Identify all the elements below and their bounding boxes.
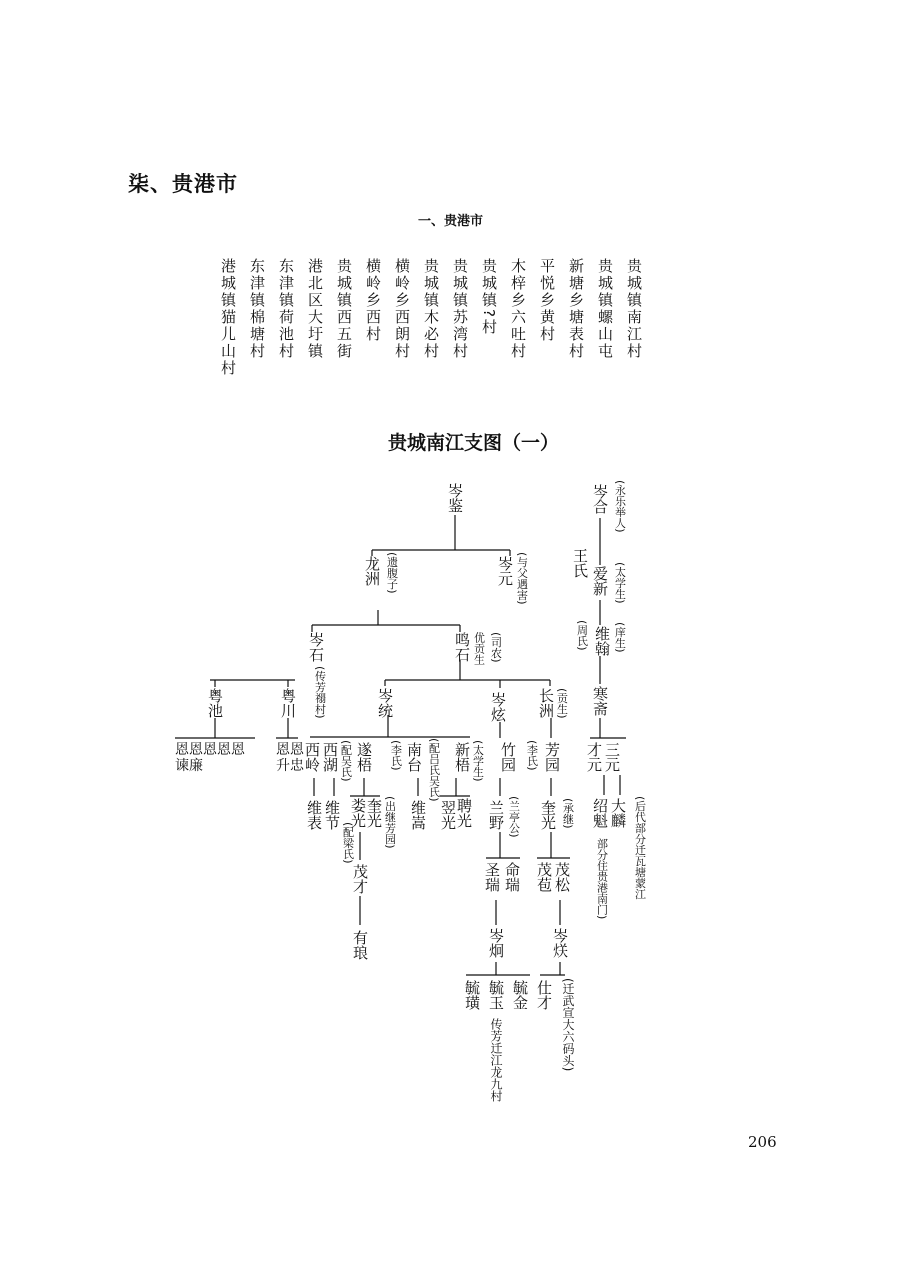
tree-note: (周氏): [575, 620, 589, 651]
tree-note: (迁武宣大六码头): [561, 978, 575, 1072]
tree-node: 恩恩恩恩恩: [175, 742, 245, 758]
tree-node: 王氏: [571, 548, 589, 578]
tree-note: (配梁氏): [341, 822, 355, 864]
village-item: 新塘乡塘表村: [567, 258, 585, 360]
tree-note: (李氏): [389, 740, 403, 771]
tree-node: 有琅: [351, 930, 369, 960]
tree-note: (贡生): [555, 688, 569, 719]
tree-node: 奎光: [539, 800, 557, 830]
tree-node: 奎光: [365, 798, 383, 828]
tree-node: 茂松: [553, 862, 571, 892]
tree-node: 毓璜: [463, 980, 481, 1010]
tree-node: 娄光: [349, 798, 367, 828]
tree-note: (出继芳园): [383, 796, 397, 849]
village-item: 贵城镇螺山屯: [596, 258, 614, 360]
tree-node: 翌光: [439, 800, 457, 830]
tree-node: 茂才: [351, 864, 369, 894]
tree-note: (承继): [561, 798, 575, 829]
tree-node: 大麟: [609, 798, 627, 828]
tree-node: 遂梧: [355, 742, 373, 772]
tree-node: 恩恩: [276, 742, 304, 758]
village-item: 平悦乡黄村: [538, 258, 556, 343]
village-item: 贵城镇木必村: [422, 258, 440, 360]
tree-horizontal-labels: [175, 742, 305, 774]
village-item: 贵城镇南江村: [625, 258, 643, 360]
tree-node: 鸣石: [453, 632, 471, 662]
tree-node: 寒斋: [591, 686, 609, 716]
tree-note: 传芳迁江龙九村: [489, 1018, 503, 1102]
tree-note: (庠生): [613, 622, 627, 653]
tree-node: 兰野: [487, 800, 505, 830]
tree-node: 绍魁: [591, 798, 609, 828]
tree-node: 维表: [305, 800, 323, 830]
village-item: 贵城镇西五街: [335, 258, 353, 360]
tree-node: 竹园: [499, 742, 517, 772]
tree-node: 毓玉: [487, 980, 505, 1010]
village-item: 木梓乡六吐村: [509, 258, 527, 360]
tree-node: 岑鉴: [446, 483, 464, 513]
tree-note: (传芳禤村): [313, 666, 327, 719]
tree-node: 爱新: [591, 566, 609, 596]
tree-note: (遗腹子): [385, 552, 399, 594]
tree-node: 命瑞: [503, 862, 521, 892]
tree-note: (李氏): [525, 740, 539, 771]
tree-labels-gen5: [303, 480, 647, 1102]
sub-title: 一、贵港市: [418, 214, 484, 229]
tree-node: 聘光: [455, 798, 473, 828]
tree-note: 部分住贵港南门): [595, 838, 609, 920]
tree-note: (配吴氏): [339, 740, 353, 782]
tree-node: 才元: [585, 742, 603, 772]
tree-node: 粤川: [279, 688, 297, 718]
tree-node: 谏廉: [175, 758, 203, 774]
tree-labels: [206, 483, 569, 723]
tree-node: 长洲: [537, 688, 555, 718]
village-item: 贵城镇?村: [480, 258, 498, 336]
tree-node: 芳园: [543, 742, 561, 772]
tree-note: (与父遇害): [515, 552, 529, 605]
tree-node: 南台: [405, 742, 423, 772]
village-item: 贵城镇苏湾村: [451, 258, 469, 360]
tree-node: 岑炯: [487, 928, 505, 958]
tree-node: 西岭: [303, 742, 321, 772]
tree-node: 茂苞: [535, 862, 553, 892]
village-item: 横岭乡西村: [364, 258, 382, 343]
tree-node: 岑石: [307, 632, 325, 662]
village-item: 东津镇荷池村: [277, 258, 295, 360]
chart-title: 贵城南江支图（一）: [388, 432, 560, 454]
section-title: 柒、贵港市: [128, 172, 238, 196]
tree-node: 新梧: [453, 742, 471, 772]
village-item: 港城镇猫儿山村: [219, 258, 237, 377]
tree-node: 龙洲: [363, 556, 381, 586]
tree-note: (太学生): [613, 562, 627, 604]
tree-node: 三元: [603, 742, 621, 772]
village-item: 横岭乡西朗村: [393, 258, 411, 360]
tree-node: 岑炫: [489, 692, 507, 722]
tree-node: 维节: [323, 800, 341, 830]
tree-node: 升忠: [276, 758, 304, 774]
tree-note: (兰亭公): [507, 796, 521, 838]
tree-note: (配吕氏吴氏): [427, 738, 441, 802]
tree-node: 维嵩: [409, 800, 427, 830]
tree-note: (司农): [489, 632, 503, 663]
tree-note: (永乐举人): [613, 480, 627, 533]
village-item: 港北区大圩镇: [306, 258, 324, 360]
tree-node: 岑合: [591, 484, 609, 514]
tree-node: 毓金: [511, 980, 529, 1010]
tree-note: (后代部分迁瓦塘蒙江: [633, 796, 647, 900]
tree-node: 西湖: [321, 742, 339, 772]
village-item: 东津镇棉塘村: [248, 258, 266, 360]
page-number: 206: [748, 1133, 777, 1151]
tree-node: 岑统: [376, 688, 394, 718]
tree-node: 岑烪: [551, 928, 569, 958]
tree-node: 圣瑞: [483, 862, 501, 892]
tree-node: 粤池: [206, 688, 224, 718]
tree-node: 岑元: [496, 556, 514, 586]
tree-node: 维翰: [593, 626, 611, 656]
tree-note: 优贡生: [472, 632, 486, 665]
tree-note: (太学生): [471, 740, 485, 782]
tree-node: 仕才: [535, 980, 553, 1010]
